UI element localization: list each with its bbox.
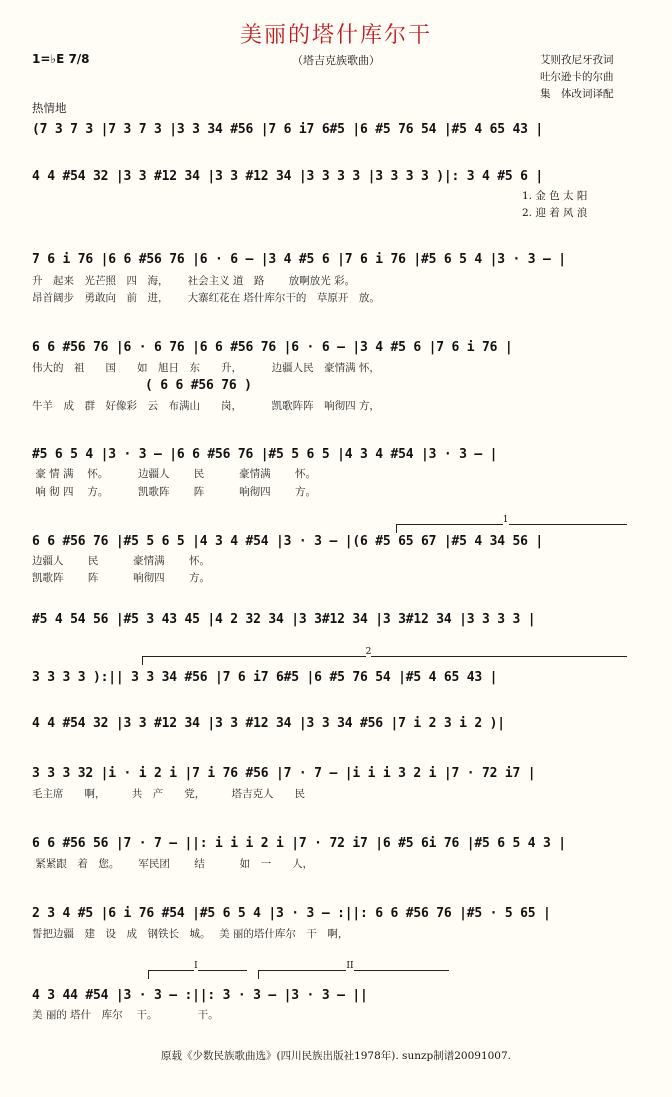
music-row: #5 4 54 56 |#5 3 43 45 |4 2 32 34 |3 3#12 34 |3 3#12 34 |3 3 3 3 | <box>32 612 536 627</box>
credits <box>540 52 614 103</box>
volta-label: 1 <box>502 515 509 525</box>
lyric-row: 伟大的 祖 国 如 旭日 东 升， 边疆人民 豪情满 怀， <box>32 362 380 374</box>
music-row: #5 6 5 4 |3 · 3 – |6 6 #56 76 |#5 5 6 5 |4 3 4 #54 |3 · 3 – | <box>32 447 498 462</box>
lyric-row: 紧紧跟 着 您。 军民团 结 如 一 人， <box>32 858 314 870</box>
lyric-row: 豪 情 满 怀。 边疆人 民 豪情满 怀。 <box>32 468 316 480</box>
music-row: 6 6 #56 56 |7 · 7 – ||: i i i 2 i |7 · 72 i7 |6 #5 6i 76 |#5 6 5 4 3 | <box>32 836 566 851</box>
music-row: 4 3 44 #54 |3 · 3 – :||: 3 · 3 – |3 · 3 – || <box>32 988 368 1003</box>
source-footer: 原载《少数民族歌曲选》(四川民族出版社1978年). sunzp制谱20091007. <box>160 1050 512 1062</box>
verse-label: 1. 金 色 太 阳 <box>522 190 588 202</box>
ending-bracket-I <box>148 961 247 979</box>
song-title: 美丽的塔什库尔干 <box>239 23 432 48</box>
music-row: 3 3 3 32 |i · i 2 i |7 i 76 #56 |7 · 7 – |i i i 3 2 i |7 · 72 i7 | <box>32 766 536 781</box>
lyric-row: 毛主席 啊， 共 产 党， 塔吉克人 民 <box>32 788 305 800</box>
lyric-row: 昂首阔步 勇敢向 前 进， 大寨红花在 塔什库尔干的 草原开 放。 <box>32 292 380 304</box>
credit-lyricist: 艾则孜尼牙孜词 <box>540 54 614 66</box>
volta-bracket-2 <box>142 647 627 665</box>
volta-label: 2 <box>365 647 372 657</box>
tempo-marking: 热情地 <box>32 101 67 115</box>
music-row: 6 6 #56 76 |6 · 6 76 |6 6 #56 76 |6 · 6 – |3 4 #5 6 |7 6 i 76 | <box>32 340 513 355</box>
music-row: 7 6 i 76 |6 6 #56 76 |6 · 6 – |3 4 #5 6 |7 6 i 76 |#5 6 5 4 |3 · 3 – | <box>32 252 566 267</box>
volta-bracket-1 <box>396 515 627 533</box>
lyric-row: 响 彻 四 方。 凯歌阵 阵 响彻四 方。 <box>32 486 316 498</box>
ending-bracket-II <box>258 961 449 979</box>
lyric-row: 边疆人 民 豪情满 怀。 <box>32 555 211 567</box>
music-row: 4 4 #54 32 |3 3 #12 34 |3 3 #12 34 |3 3 3 3 |3 3 3 3 )|: 3 4 #5 6 | <box>32 169 543 184</box>
credit-composer: 吐尔逊卡的尔曲 <box>540 71 614 83</box>
lyric-row: 升 起来 光芒照 四 海， 社会主义 道 路 放啊放光 彩。 <box>32 275 356 287</box>
credit-arranger: 集 体改词译配 <box>540 88 614 100</box>
music-row: (7 3 7 3 |7 3 7 3 |3 3 34 #56 |7 6 i7 6#5 |6 #5 76 54 |#5 4 65 43 | <box>32 122 543 137</box>
music-row: 3 3 3 3 ):|| 3 3 34 #56 |7 6 i7 6#5 |6 #5 76 54 |#5 4 65 43 | <box>32 670 498 685</box>
lyric-row: 誓把边疆 建 设 成 钢铁长 城。 美 丽的塔什库尔 干 啊， <box>32 928 349 940</box>
lyric-row: 美 丽的 塔什 库尔 干。 干。 <box>32 1009 219 1021</box>
ending-label: I <box>194 961 198 971</box>
lyric-row: 凯歌阵 阵 响彻四 方。 <box>32 572 211 584</box>
verse-label: 2. 迎 着 风 浪 <box>522 207 588 219</box>
music-row: 2 3 4 #5 |6 i 76 #54 |#5 6 5 4 |3 · 3 – :||: 6 6 #56 76 |#5 · 5 65 | <box>32 906 551 921</box>
music-row: 4 4 #54 32 |3 3 #12 34 |3 3 #12 34 |3 3 34 #56 |7 i 2 3 i 2 )| <box>32 716 505 731</box>
key-signature: 1=♭E 7/8 <box>32 52 90 66</box>
music-row: 6 6 #56 76 |#5 5 6 5 |4 3 4 #54 |3 · 3 – |(6 #5 65 67 |#5 4 34 56 | <box>32 534 543 549</box>
pickup-line: ( 6 6 #56 76 ) <box>145 378 252 393</box>
ending-label: II <box>346 961 354 971</box>
lyric-row: 牛羊 成 群 好像彩 云 布满山 岗， 凯歌阵阵 响彻四 方， <box>32 400 380 412</box>
song-subtitle: （塔吉克族歌曲） <box>292 54 380 67</box>
